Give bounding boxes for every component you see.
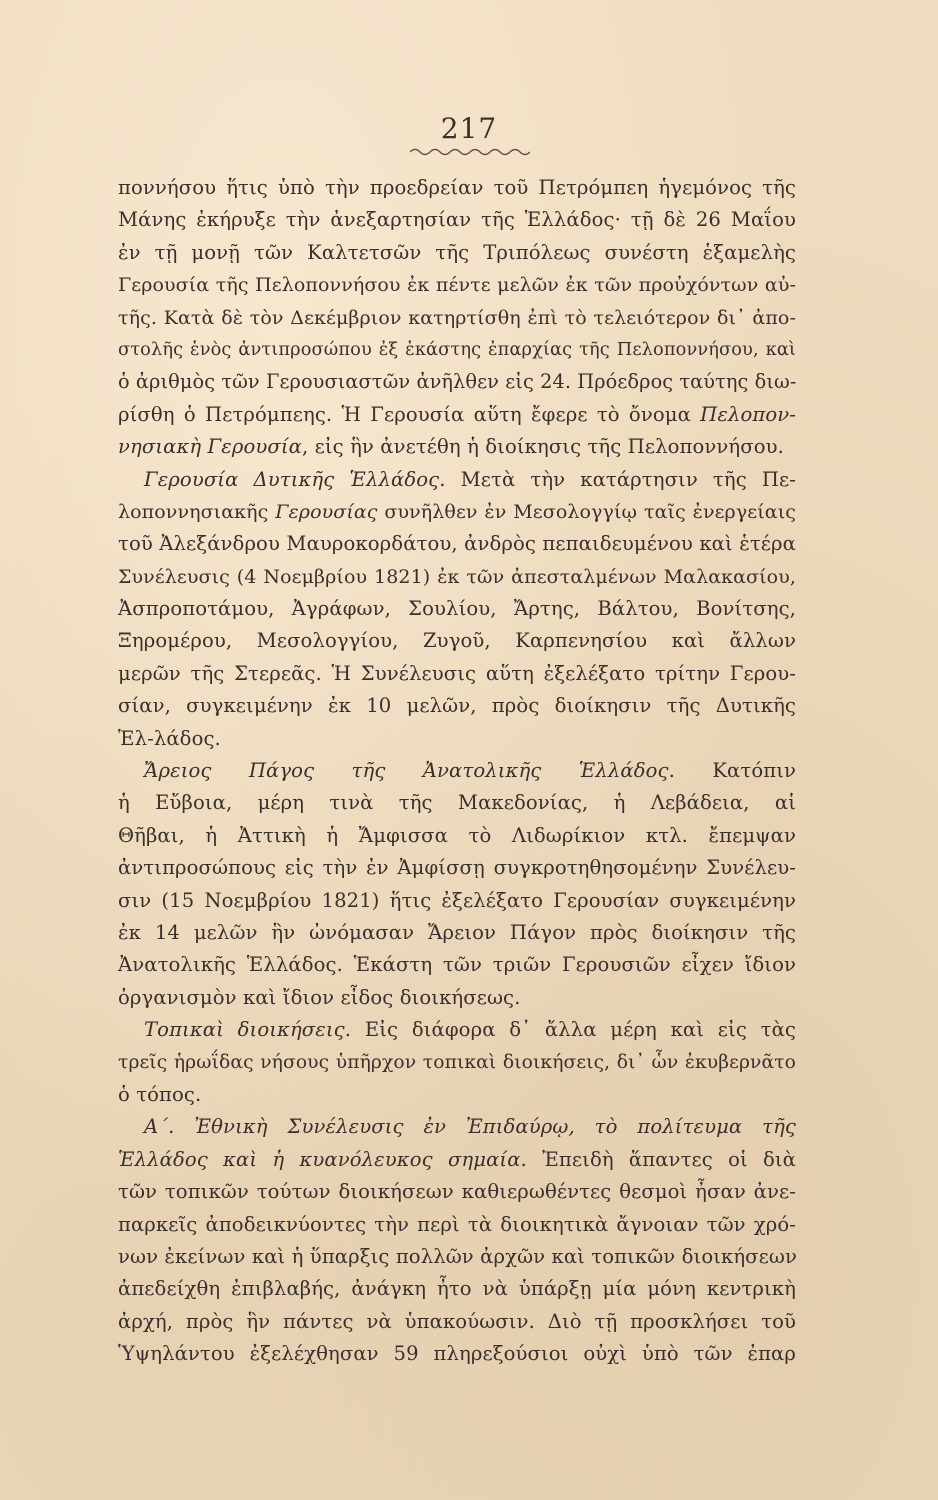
- italic-heading-text: νησιακὴ Γερουσία: [118, 435, 302, 459]
- text-segment: ἐκ 14 μελῶν ἣν ὠνόμασαν Ἄρειον Πάγον πρὸς διοίκησιν τῆς: [118, 920, 796, 944]
- text-line: [118, 1111, 796, 1143]
- text-segment: τῶν τοπικῶν τούτων διοικήσεων καθιερωθέντες θεσμοὶ ἦσαν ἀνε-: [118, 1180, 796, 1204]
- text-segment: παρκεῖς ἀποδεικνύοντες τὴν περὶ τὰ διοικητικὰ ἄγνοιαν τῶν χρό-: [118, 1212, 796, 1236]
- text-segment: ἀπεδείχθη ἐπιβλαβής, ἀνάγκη ἦτο νὰ ὑπάρξῃ μία μόνη κεντρικὴ: [118, 1277, 796, 1301]
- text-segment: ἡ Εὔβοια, μέρη τινὰ τῆς Μακεδονίας, ἡ Λεβάδεια, αἱ: [118, 791, 796, 815]
- text-segment: πονν‌ήσου ἥτις ὑπὸ τὴν προεδρείαν τοῦ Πετρόμπεη ἡγεμόνος τῆς: [118, 176, 796, 199]
- text-segment: ἀρχή, πρὸς ἣν πάντες νὰ ὑπακούωσιν. Διὸ τῇ προσκλήσει τοῦ: [118, 1309, 796, 1333]
- text-line: [118, 431, 796, 463]
- text-line: [118, 723, 796, 755]
- text-line: [118, 528, 796, 560]
- text-segment: , εἰς ἣν ἀνετέθη ἡ διοίκησις τῆς Πελοποννήσου.: [301, 435, 784, 459]
- italic-heading-text: Τοπικαὶ διοικήσεις: [144, 1018, 345, 1042]
- italic-heading-text: Ἑλλάδος καὶ ἡ κυανόλευκος σημαία: [118, 1147, 521, 1171]
- text-segment: Θῆβαι, ἡ Ἀττικὴ ἡ Ἄμφισσα τὸ Λιδωρίκιον κτλ. ἔπεμψαν: [118, 823, 796, 847]
- text-line: [118, 1014, 796, 1046]
- text-segment: Ἀνατολικῆς Ἑλλάδος. Ἑκάστη τῶν τριῶν Γερουσιῶν εἶχεν ἴδιον: [118, 953, 796, 977]
- text-segment: Ἑλ-λάδος.: [118, 726, 221, 750]
- text-segment: σίαν, συγκειμένην ἐκ 10 μελῶν, πρὸς διοίκησιν τῆς Δυτικῆς: [118, 694, 796, 718]
- text-line: [118, 1176, 796, 1208]
- text-line: [118, 1209, 796, 1241]
- text-line: [118, 302, 796, 334]
- text-line: [118, 1144, 796, 1176]
- page-number: 217: [440, 112, 498, 145]
- text-segment: στολῆς ἑνὸς ἀντιπροσώπου ἐξ ἑκάστης ἐπαρχίας τῆς Πελοποννήσου, καὶ: [118, 338, 796, 360]
- text-line: [118, 561, 796, 593]
- text-line: [118, 755, 796, 787]
- text-line: [118, 1079, 796, 1111]
- text-segment: τοῦ Ἀλεξάνδρου Μαυροκορδάτου, ἀνδρὸς πεπαιδευμένου καὶ ἑτέρα: [118, 532, 796, 556]
- text-segment: Ξηρομέρου, Μεσολογγίου, Ζυγοῦ, Καρπενησίου καὶ ἄλλων: [118, 629, 796, 653]
- text-line: [118, 787, 796, 819]
- wavy-ornament-icon: [410, 146, 530, 156]
- text-segment: Μάνης ἐκήρυξε τὴν ἀνεξαρτησίαν τῆς Ἑλλάδος· τῇ δὲ 26 Μαΐου: [118, 208, 796, 232]
- text-line: [118, 1338, 796, 1370]
- text-line: [118, 172, 796, 204]
- text-segment: . Ἐπειδὴ ἅπαντες οἱ διὰ: [520, 1147, 797, 1171]
- text-line: [118, 1047, 796, 1079]
- text-line: [118, 690, 796, 722]
- text-segment: Συνέλευσις (4 Νοεμβρίου 1821) ἐκ τῶν ἀπεσταλμένων Μαλακασίου,: [118, 565, 796, 588]
- text-line: [118, 334, 796, 366]
- text-segment: ὁ ἀριθμὸς τῶν Γερουσιαστῶν ἀνῆλθεν εἰς 24. Πρόεδρος ταύτης διω-: [118, 370, 797, 394]
- text-segment: μερῶν τῆς Στερεᾶς. Ἡ Συνέλευσις αὕτη ἐξελέξατο τρίτην Γερου-: [118, 661, 796, 685]
- text-segment: ἐν τῇ μονῇ τῶν Καλτετσῶν τῆς Τριπόλεως συνέστη ἑξαμελὴς: [118, 240, 796, 264]
- text-segment: ρίσθη ὁ Πετρόμπεης. Ἡ Γερουσία αὕτη ἔφερε τὸ ὄνομα: [118, 402, 701, 426]
- text-segment: Γερουσία τῆς Πελοποννήσου ἐκ πέντε μελῶν ἐκ τῶν προὐχόντων αὐ-: [118, 274, 796, 297]
- text-line: [118, 237, 796, 269]
- text-line: [118, 1241, 796, 1273]
- text-segment: νων ἐκείνων καὶ ἡ ὕπαρξις πολλῶν ἀρχῶν καὶ τοπικῶν διοικήσεων: [118, 1244, 797, 1268]
- text-line: [118, 366, 796, 398]
- text-segment: λοποννησιακῆς: [118, 500, 276, 523]
- text-segment: ὁ τόπος.: [118, 1082, 202, 1106]
- text-line: [118, 917, 796, 949]
- text-line: [118, 496, 796, 528]
- text-line: [118, 982, 796, 1014]
- text-line: [118, 204, 796, 236]
- italic-heading-text: Πελοπον-: [700, 402, 796, 426]
- text-segment: . Κατόπιν: [668, 759, 796, 783]
- text-line: [118, 269, 796, 301]
- text-segment: συνῆλθεν ἐν Μεσολογγίῳ ταῖς ἐνεργείαις: [377, 500, 796, 523]
- text-segment: σιν (15 Νοεμβρίου 1821) ἥτις ἐξελέξατο Γερουσίαν συγκειμένην: [118, 888, 796, 912]
- italic-heading-text: Ἄρειος Πάγος τῆς Ἀνατολικῆς Ἑλλάδος: [144, 759, 669, 783]
- text-segment: Ἀσπροποτάμου, Ἀγράφων, Σουλίου, Ἄρτης, Βάλτου, Βονίτσης,: [118, 597, 796, 621]
- text-segment: . Μετὰ τὴν κατάρτησιν τῆς Πε-: [439, 467, 796, 491]
- text-line: [118, 399, 796, 431]
- text-line: [118, 593, 796, 625]
- text-segment: Ὑψηλάντου ἐξελέχθησαν 59 πληρεξούσιοι οὐχὶ ὑπὸ τῶν ἐπαρ: [118, 1342, 796, 1366]
- text-segment: ὀργανισμὸν καὶ ἴδιον εἶδος διοικήσεως.: [118, 985, 521, 1009]
- text-segment: . Εἰς διάφορα δ᾽ ἄλλα μέρη καὶ εἰς τὰς: [344, 1018, 797, 1042]
- text-line: [118, 625, 796, 657]
- text-line: [118, 464, 796, 496]
- italic-heading-text: Γερουσίας: [275, 500, 378, 523]
- text-line: [118, 885, 796, 917]
- text-line: [118, 1306, 796, 1338]
- body-text: [118, 172, 796, 1370]
- text-segment: ἀντιπροσώπους εἰς τὴν ἐν Ἀμφίσσῃ συγκροτηθησομένην Συνέλευ-: [118, 856, 796, 880]
- text-segment: τρεῖς ἡρωΐδας νήσους ὑπῆρχον τοπικαὶ διοικήσεις, δι᾽ ὧν ἐκυβερνᾶτο: [118, 1051, 796, 1073]
- text-line: [118, 1273, 796, 1305]
- text-line: [118, 949, 796, 981]
- text-line: [118, 820, 796, 852]
- italic-heading-text: Γερουσία Δυτικῆς Ἑλλάδος: [144, 467, 440, 491]
- text-segment: τῆς. Κατὰ δὲ τὸν Δεκέμβριον κατηρτίσθη ἐπὶ τὸ τελειότερον δι᾽ ἀπο-: [118, 306, 796, 329]
- italic-heading-text: Α΄. Ἐθνικὴ Συνέλευσις ἐν Ἐπιδαύρῳ, τὸ πολίτευμα τῆς: [144, 1115, 796, 1139]
- text-line: [118, 852, 796, 884]
- text-line: [118, 658, 796, 690]
